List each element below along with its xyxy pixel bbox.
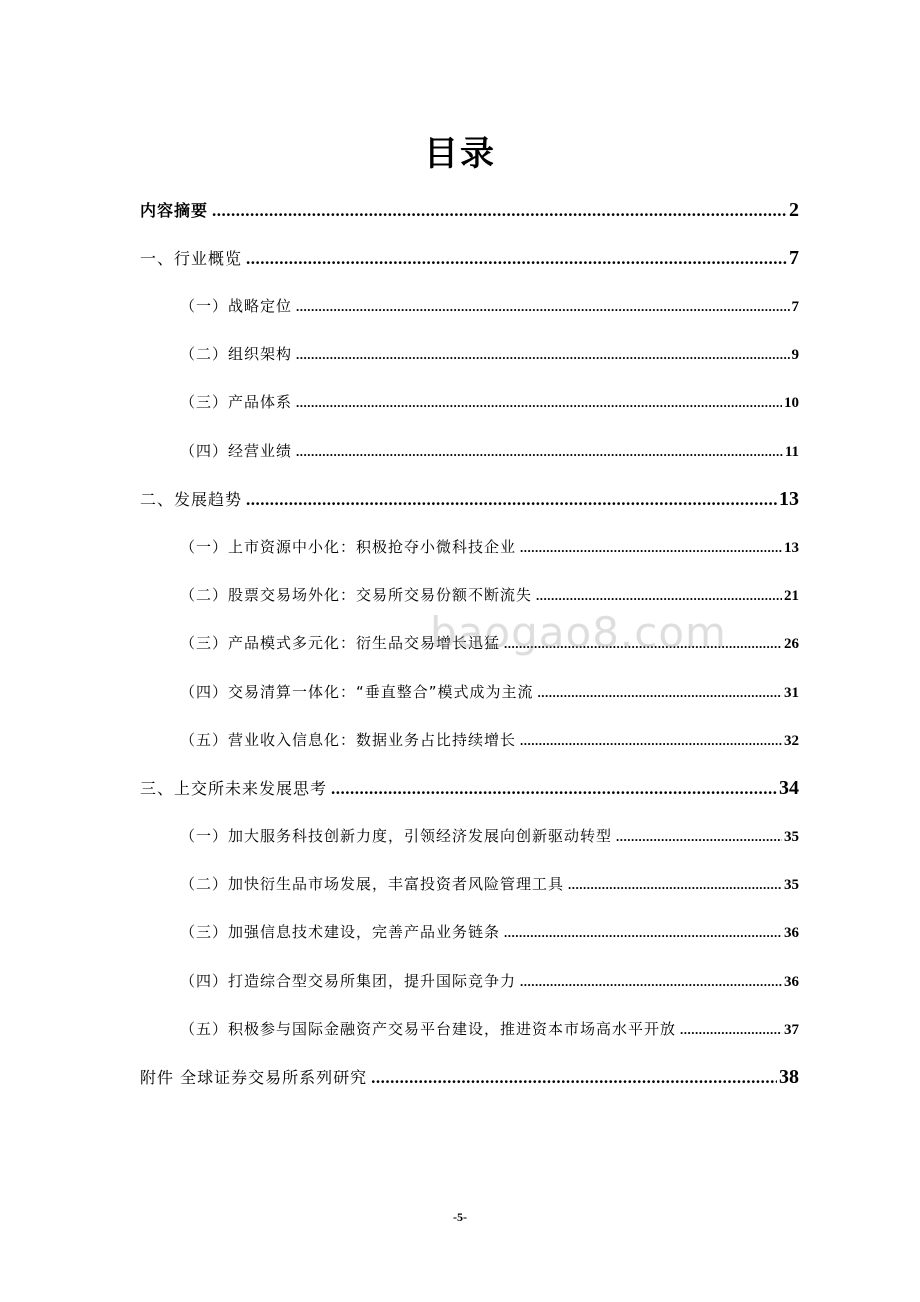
toc-entry-page: 37 [784,1022,799,1038]
toc-entry-label: （一）战略定位 [180,297,293,315]
toc-dot-leader [616,829,782,845]
toc-entry-2-5[interactable] [180,729,799,750]
toc-dot-leader [296,347,789,363]
toc-entry-page: 7 [791,299,799,315]
toc-entry-page: 13 [779,488,799,510]
toc-entry-2-2[interactable] [180,584,799,605]
toc-entry-page: 9 [791,347,799,363]
toc-dot-leader [504,925,782,941]
toc-entry-label: 附件 全球证券交易所系列研究 [140,1068,368,1087]
toc-entry-page: 35 [784,877,799,893]
toc-entry-1-2[interactable] [180,343,799,364]
toc-entry-page: 10 [784,395,799,411]
toc-dot-leader [520,540,782,556]
toc-entry-label: （四）交易清算一体化：“垂直整合”模式成为主流 [180,683,534,701]
toc-entry-1-4[interactable] [180,440,799,461]
page-title: 目录 [424,134,496,174]
toc-dot-leader [568,877,782,893]
toc-entry-label: （五）营业收入信息化：数据业务占比持续增长 [180,731,517,749]
toc-entry-appendix[interactable] [140,1065,799,1089]
toc-dot-leader [331,779,777,799]
toc-dot-leader [536,588,782,604]
toc-entry-2-3[interactable] [180,632,799,653]
toc-entry-label: （二）加快衍生品市场发展，丰富投资者风险管理工具 [180,875,565,893]
watermark: baogao8.com [430,608,727,657]
toc-entry-label: （三）产品模式多元化：衍生品交易增长迅猛 [180,634,501,652]
toc-entry-3-1[interactable] [180,825,799,846]
toc-dot-leader [246,490,777,510]
toc-entry-page: 21 [784,588,799,604]
toc-entry-page: 36 [784,974,799,990]
toc-entry-page: 38 [779,1066,799,1088]
toc-entry-label: （二）股票交易场外化：交易所交易份额不断流失 [180,586,533,604]
toc-entry-section-3[interactable] [140,776,799,800]
toc-entry-3-5[interactable] [180,1018,799,1039]
toc-dot-leader [296,299,789,315]
toc-dot-leader [680,1022,782,1038]
toc-entry-3-3[interactable] [180,921,799,942]
toc-entry-page: 2 [789,199,799,221]
toc-dot-leader [296,395,782,411]
toc-dot-leader [296,444,783,460]
toc-dot-leader [504,636,782,652]
toc-entry-label: （五）积极参与国际金融资产交易平台建设，推进资本市场高水平开放 [180,1020,677,1038]
toc-dot-leader [371,1068,777,1088]
toc-dot-leader [538,685,782,701]
toc-entry-page: 7 [789,247,799,269]
toc-entry-label: 内容摘要 [140,201,209,220]
toc-entry-page: 13 [784,540,799,556]
toc-dot-leader [520,974,782,990]
toc-entry-page: 11 [784,444,799,460]
toc-entry-label: （一）上市资源中小化：积极抢夺小微科技企业 [180,538,517,556]
toc-entry-1-3[interactable] [180,391,799,412]
toc-entry-1-1[interactable] [180,295,799,316]
toc-entry-label: 三、上交所未来发展思考 [140,779,328,798]
toc-entry-section-1[interactable] [140,246,799,270]
toc-entry-2-4[interactable] [180,681,799,702]
toc-entry-3-2[interactable] [180,873,799,894]
toc-dot-leader [246,249,787,269]
toc-entry-label: （一）加大服务科技创新力度，引领经济发展向创新驱动转型 [180,827,613,845]
toc-entry-label: （三）加强信息技术建设，完善产品业务链条 [180,923,501,941]
toc-dot-leader [212,201,787,221]
toc-entry-label: 一、行业概览 [140,249,243,268]
toc-entry-page: 35 [784,829,799,845]
toc-dot-leader [520,733,782,749]
toc-entry-page: 26 [784,636,799,652]
toc-entry-label: （四）打造综合型交易所集团，提升国际竞争力 [180,972,517,990]
toc-entry-label: （四）经营业绩 [180,442,293,460]
toc-entry-page: 31 [784,685,799,701]
toc-entry-page: 32 [784,733,799,749]
toc-entry-page: 34 [779,777,799,799]
toc-entry-page: 36 [784,925,799,941]
toc-entry-section-2[interactable] [140,487,799,511]
toc-entry-summary[interactable] [140,198,799,222]
toc-entry-label: （二）组织架构 [180,345,293,363]
toc-entry-label: 二、发展趋势 [140,490,243,509]
toc-entry-label: （三）产品体系 [180,393,293,411]
footer-page-number: -5- [453,1210,467,1224]
toc-entry-2-1[interactable] [180,536,799,557]
toc-entry-3-4[interactable] [180,970,799,991]
